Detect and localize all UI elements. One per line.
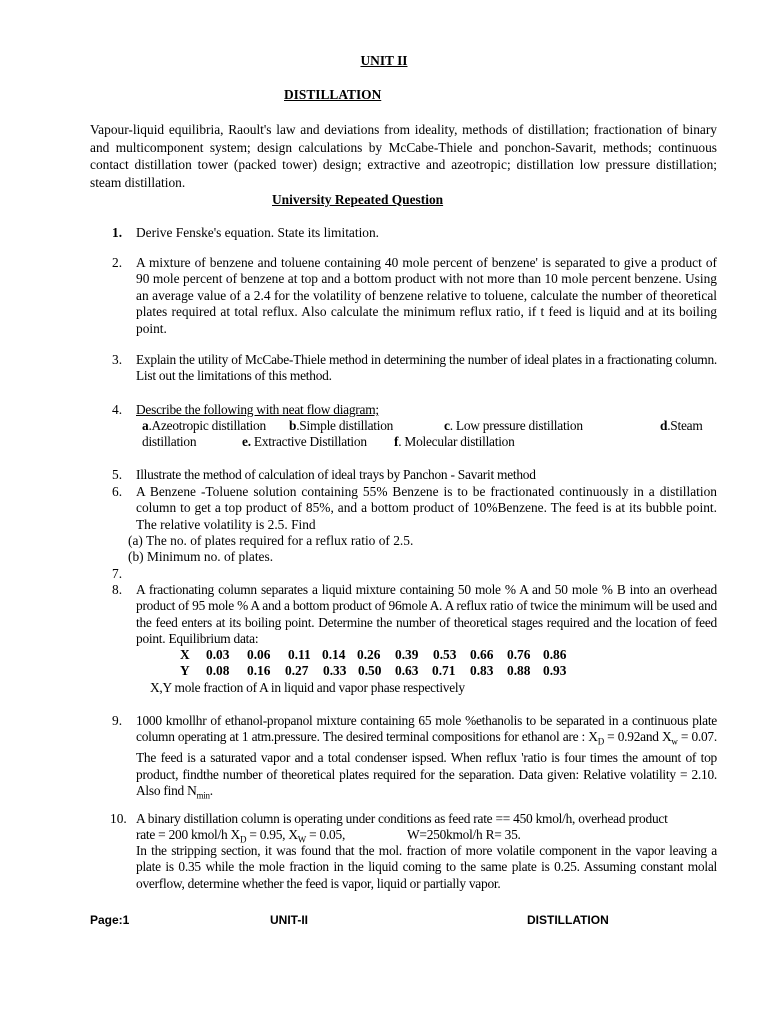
q9-text-4: . [209,783,213,799]
q10-line2-c: = 0.05, [306,827,346,842]
question-4-item-d-cont: distillation [142,434,197,449]
question-4-item-d [660,418,703,434]
item-c-text: . Low pressure distillation [449,418,583,433]
x-value: 0.66 [470,647,494,662]
item-a-letter: a [142,418,149,433]
question-10-text: In the stripping section, it was found that the mol. fraction of more volatile component in the vapor leaving a plate is 0.35 while the mole fraction in the liquid coming to the same plate is 0.25. Assuming constant molal overflow, determine whether the feed is vapor, liquid or partially vapor. [136,843,717,891]
question-2-number: 2. [112,255,123,270]
item-b-text: .Simple distillation [296,418,394,433]
footer-unit: UNIT-II [270,913,308,927]
question-3-text: Explain the utility of McCabe-Thiele method in determining the number of ideal plates in a fractionating column. List out the limitations of this method. [136,352,717,384]
q9-text-3: = 0.07. The feed is a saturated vapor and a total condenser ispsed. When reflux 'ratio is four times the amount of top product, findthe number of theoretical plates required for the separation. Data given: Relative volatility = 2.10. Also find N [136,729,717,799]
y-value: 0.27 [285,663,309,678]
y-value: 0.88 [507,663,531,678]
section-title: University Repeated Question [272,192,444,207]
question-10-line-1: A binary distillation column is operating under conditions as feed rate == 450 kmol/h, overhead product [136,811,668,826]
question-4-text: Describe the following with neat flow diagram; [136,402,379,417]
x-value: 0.06 [247,647,271,662]
y-value: 0.08 [206,663,230,678]
q10-line2-a: rate = 200 kmol/h X [136,827,240,842]
question-5-text: Illustrate the method of calculation of ideal trays by Panchon - Savarit method [136,467,536,482]
question-1-text: Derive Fenske's equation. State its limitation. [136,225,380,240]
item-a-text: .Azeotropic distillation [148,418,266,433]
q10-subscript-w: W [297,834,307,845]
footer-subject: DISTILLATION [527,913,609,927]
question-4-item-e [242,434,367,450]
q9-text-1: 1000 kmollhr of ethanol-propanol mixture containing 65 mole %ethanolis to be separated in a continuous plate column operating at 1 atm.pressure. The desired terminal compositions for ethanol are : X [136,713,717,745]
q10-line2-b: = 0.95, X [246,827,298,842]
q9-text-2: = 0.92and X [603,729,672,745]
y-value: 0.16 [247,663,271,678]
question-4-item-c [444,418,583,434]
x-value: 0.53 [433,647,457,662]
footer-page: Page:1 [90,913,130,927]
item-e-letter: e. [242,434,251,449]
question-3-number: 3. [112,352,123,367]
question-5-number: 5. [112,467,123,482]
item-c-letter: c [444,418,450,433]
x-value: 0.03 [206,647,230,662]
x-value: 0.11 [288,647,311,662]
item-b-letter: b [289,418,297,433]
x-value: 0.14 [322,647,346,662]
question-8-text: A fractionating column separates a liquid mixture containing 50 mole % A and 50 mole % B into an overhead product of 95 mole % A and a bottom product of 96mole A. A reflux ratio of twice the minimum will be used and the feed enters at its boiling point. Determine the number of theoretical stages required and the location of feed point. Equilibrium data: [136,582,717,647]
y-value: 0.50 [358,663,382,678]
q9-subscript-min: min [196,790,210,801]
question-6-part-a: (a) The no. of plates required for a reflux ratio of 2.5. [128,533,414,548]
question-4-item-b [289,418,393,434]
y-value: 0.63 [395,663,419,678]
question-8-number: 8. [112,582,123,597]
q9-subscript-w: w [671,737,678,748]
item-d-letter: d [660,418,668,433]
y-value: 0.93 [543,663,567,678]
question-6-part-b: (b) Minimum no. of plates. [128,549,274,564]
question-9-number: 9. [112,713,123,728]
question-6-number: 6. [112,484,123,499]
x-value: 0.76 [507,647,531,662]
subject-title: DISTILLATION [284,87,382,102]
question-6-text: A Benzene -Toluene solution containing 55% Benzene is to be fractionated continuously in a distillation column to get a top product of 85%, and a bottom product of 10%Benzene. The feed is at its bubble point. The relative volatility is 2.5. Find [136,484,717,532]
q9-subscript-d: D [597,737,604,748]
item-f-text: . Molecular distillation [398,434,515,449]
q10-subscript-d: D [239,834,247,845]
syllabus-paragraph: Vapour-liquid equilibria, Raoult's law and deviations from ideality, methods of distillation; fractionation of binary and multicomponent system; design calculations by McCabe-Thiele and ponchon-Savarit, methods; continuous contact distillation tower (packed tower) design; extractive and azeotropic; distillation low pressure distillation; steam distillation. [90,122,717,190]
question-8-note: X,Y mole fraction of A in liquid and vapor phase respectively [150,680,465,695]
equilibrium-x-label: X [180,647,190,662]
question-4-item-a [142,418,266,434]
question-7-number: 7. [112,566,123,581]
question-4-item-f [394,434,515,450]
question-2-text: A mixture of benzene and toluene containing 40 mole percent of benzene' is separated to give a product of 90 mole percent of benzene at top and a bottom product with not more than 10 mole percent benzene. Using an average value of a 2.4 for the volatility of benzene relative to toluene, calculate the number of theoretical plates required at total reflux. Also calculate the minimum reflux ratio, if t feed is liquid and at its boiling point. [136,255,717,336]
x-value: 0.39 [395,647,419,662]
equilibrium-y-label: Y [180,663,190,678]
item-d-text: .Steam [667,418,703,433]
y-value: 0.33 [323,663,347,678]
item-e-text: Extractive Distillation [250,434,367,449]
x-value: 0.86 [543,647,567,662]
question-10-line-2-end: W=250kmol/h R= 35. [407,827,521,842]
item-f-letter: f [394,434,399,449]
y-value: 0.83 [470,663,494,678]
question-4-number: 4. [112,402,123,417]
unit-title: UNIT II [360,53,408,68]
y-value: 0.71 [432,663,456,678]
question-1-number: 1. [112,225,123,240]
question-10-number: 10. [110,811,127,826]
x-value: 0.26 [357,647,381,662]
question-9-text [136,713,717,804]
